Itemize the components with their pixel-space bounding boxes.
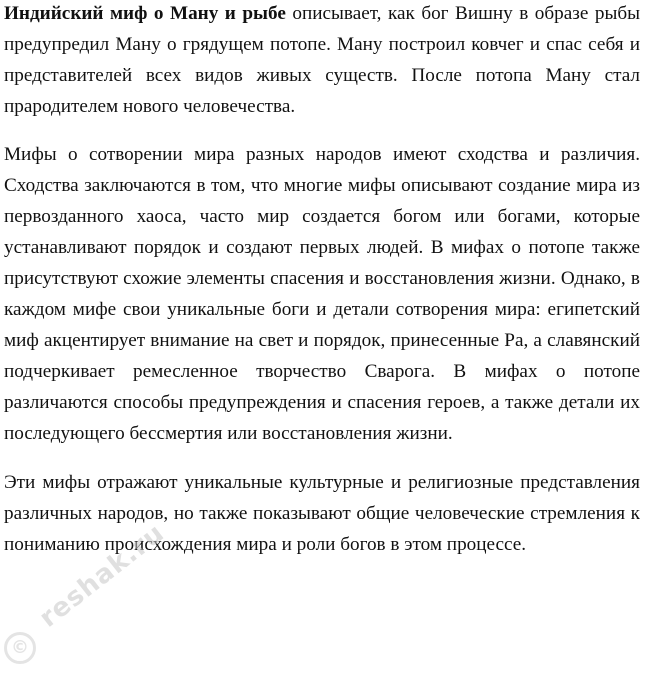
watermark-text: reshak.ru <box>34 517 171 634</box>
paragraph-lead-bold: Индийский миф о Ману и рыбе <box>4 3 286 24</box>
paragraph-text: описывает, как бог Вишну в образе рыбы предупредил Ману о грядущем потопе. Ману построил ковчег и спас себя и представителей всех видов живых существ. После потопа Ману стал прародителем нового человечества. <box>4 3 640 117</box>
copyright-icon: © <box>4 632 36 664</box>
paragraph-comparison: Мифы о сотворении мира разных народов имеют сходства и различия. Сходства заключаются в том, что многие мифы описывают создание мира из первозданного хаоса, часто мир создается богом или богами, которые устанавливают порядок и создают первых людей. В мифах о потопе также присутствуют схожие элементы спасения и восстановления жизни. Однако, в каждом мифе свои уникальные боги и детали сотворения мира: египетский миф акцентирует внимание на свет и порядок, принесенные Ра, а славянский подчеркивает ремесленное творчество Сварога. В мифах о потопе различаются способы предупреждения и спасения героев, а также детали их последующего бессмертия или восстановления жизни. <box>4 144 640 444</box>
paragraph-manu-myth <box>4 0 640 122</box>
paragraph-conclusion: Эти мифы отражают уникальные культурные и религиозные представления различных народов, но также показывают общие человеческие стремления к пониманию происхождения мира и роли богов в этом процессе. <box>4 472 640 555</box>
